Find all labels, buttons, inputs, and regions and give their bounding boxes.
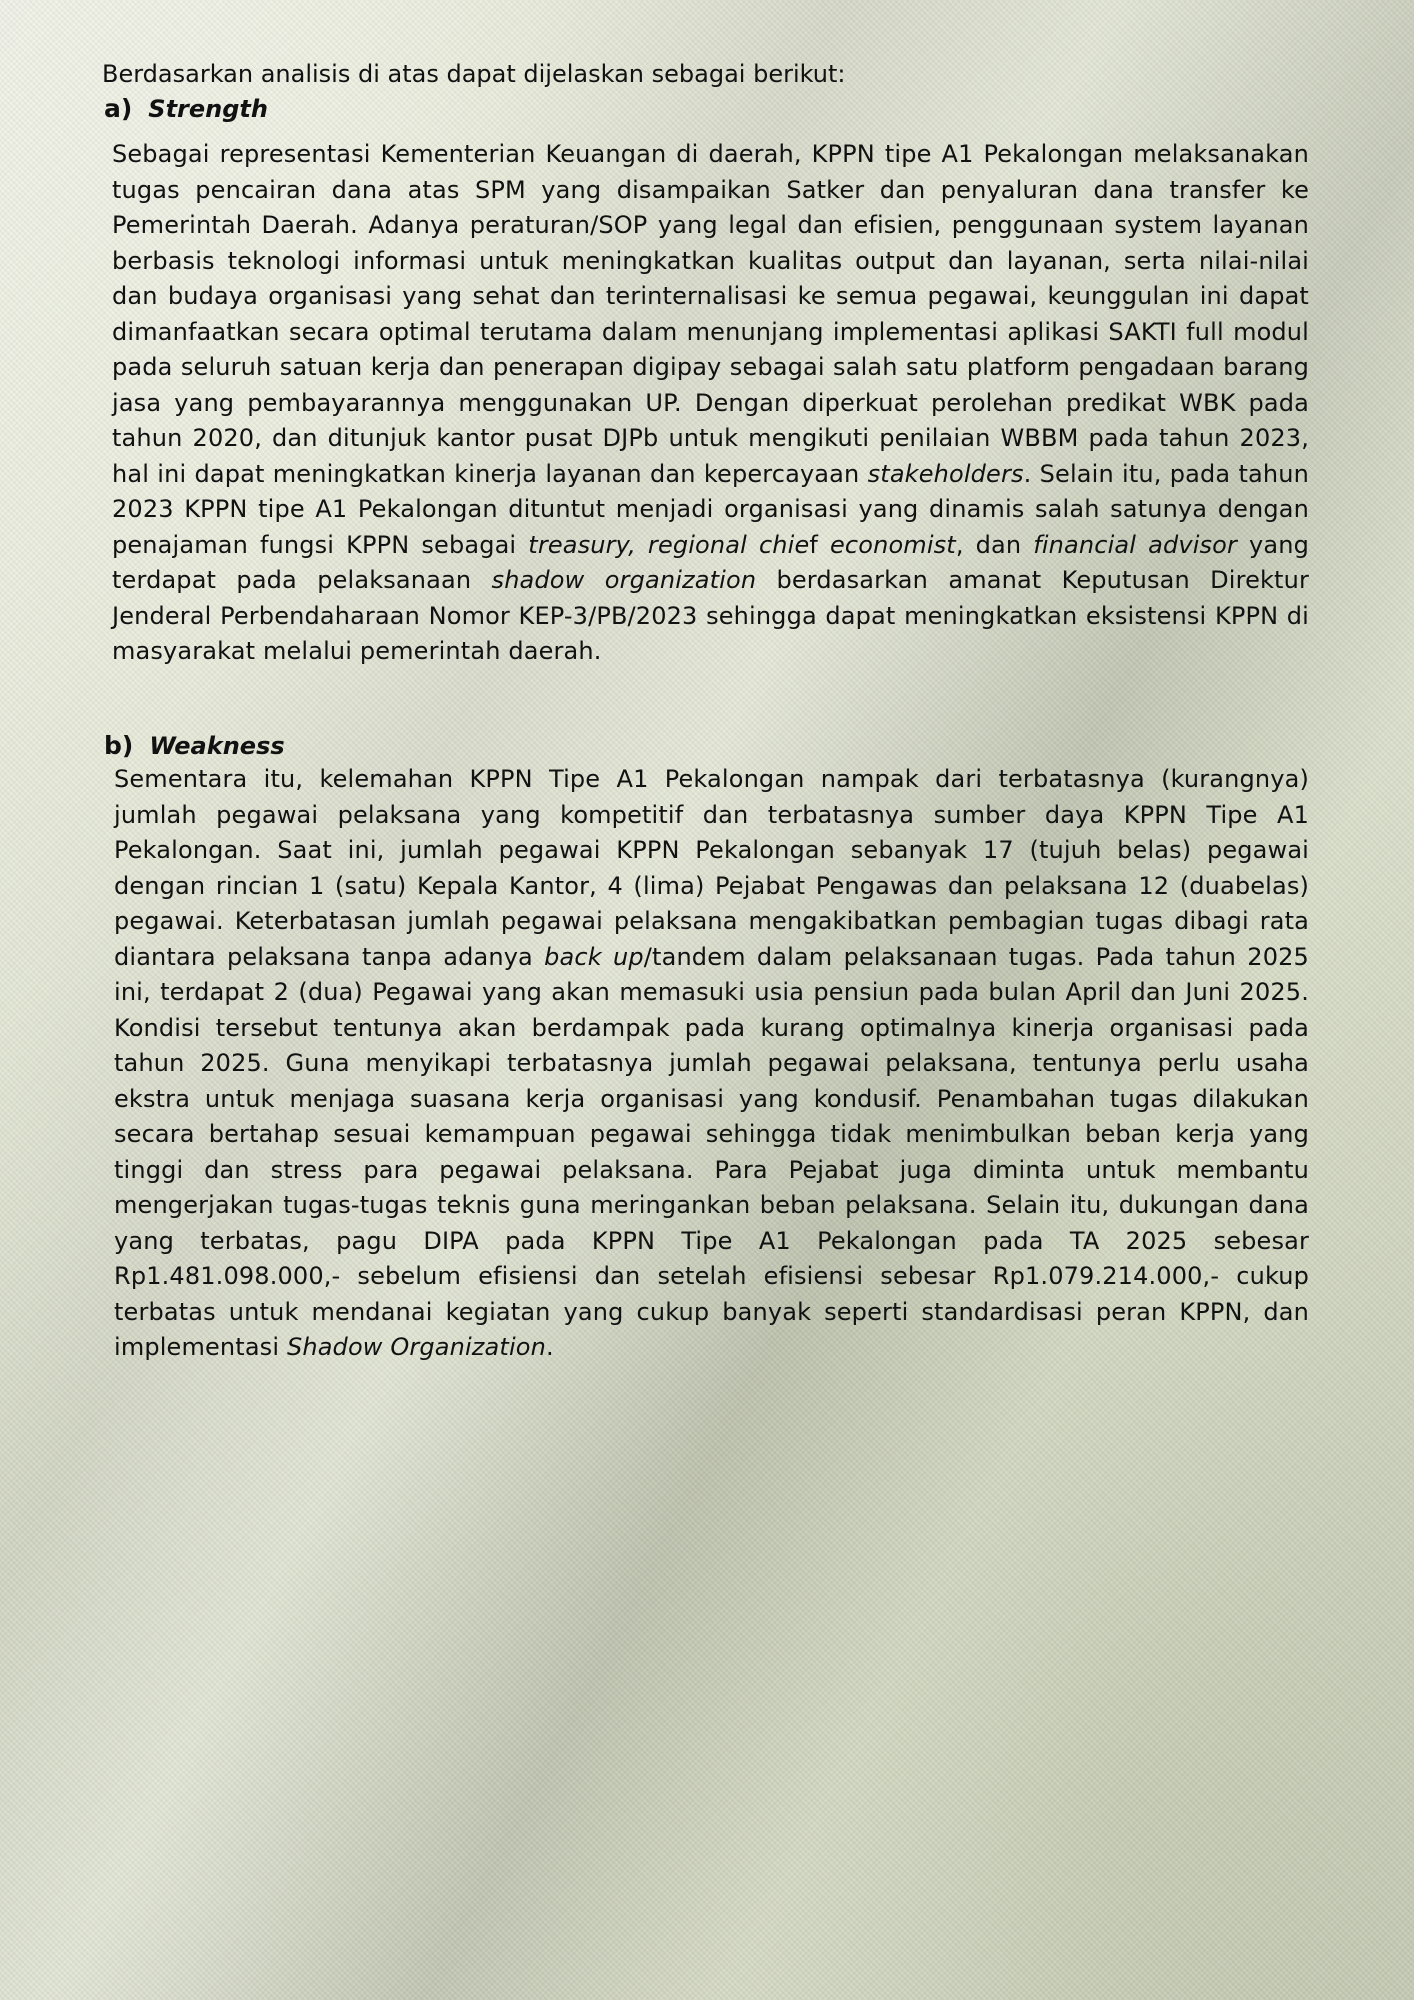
section-weakness bbox=[104, 728, 1309, 1366]
italic-term: financial advisor bbox=[1033, 530, 1238, 559]
section-marker: a) bbox=[104, 94, 133, 123]
italic-term: stakeholders bbox=[867, 459, 1024, 488]
text-run: f bbox=[809, 530, 830, 559]
text-run: . Selain itu, pada tahun 2023 KPPN tipe A1 Pekalongan dituntut menjadi organisasi yang dinamis salah satunya dengan penajaman fungsi KPPN sebagai bbox=[112, 459, 1309, 559]
text-run: , dan bbox=[955, 530, 1034, 559]
section-title: Weakness bbox=[149, 732, 285, 760]
text-run: /tandem dalam pelaksanaan tugas. Pada tahun 2025 ini, terdapat 2 (dua) Pegawai yang akan memasuki usia pensiun pada bulan April dan Juni 2025. Kondisi tersebut tentunya akan berdampak pada kurang optimalnya kinerja organisasi pada tahun 2025. Guna menyikapi terbatasnya jumlah pegawai pelaksana, tentunya perlu usaha ekstra untuk menjaga suasana kerja organisasi yang kondusif. Penambahan tugas dilakukan secara bertahap sesuai kemampuan pegawai sehingga tidak menimbulkan beban kerja yang tinggi dan stress para pegawai pelaksana. Para Pejabat juga diminta untuk membantu mengerjakan tugas-tugas teknis guna meringankan beban pelaksana. Selain itu, dukungan dana yang terbatas, pagu DIPA pada KPPN Tipe A1 Pekalongan pada TA 2025 sebesar Rp1.481.098.000,- sebelum efisiensi dan setelah efisiensi sebesar Rp1.079.214.000,- cukup terbatas untuk mendanai kegiatan yang cukup banyak seperti standardisasi peran KPPN, dan implementasi bbox=[114, 942, 1309, 1361]
italic-term: economist bbox=[830, 530, 956, 559]
italic-term: Shadow Organization bbox=[286, 1333, 546, 1361]
section-heading bbox=[104, 728, 1309, 764]
italic-term: treasury, regional chie bbox=[528, 530, 810, 559]
text-run: Sementara itu, kelemahan KPPN Tipe A1 Pekalongan nampak dari terbatasnya (kurangnya) jumlah pegawai pelaksana yang kompetitif dan terbatasnya sumber daya KPPN Tipe A1 Pekalongan. Saat ini, jumlah pegawai KPPN Pekalongan sebanyak 17 (tujuh belas) pegawai dengan rincian 1 (satu) Kepala Kantor, 4 (lima) Pejabat Pengawas dan pelaksana 12 (duabelas) pegawai. Keterbatasan jumlah pegawai pelaksana mengakibatkan pembagian tugas dibagi rata diantara pelaksana tanpa adanya bbox=[114, 765, 1309, 971]
section-paragraph bbox=[114, 762, 1309, 1366]
section-marker: b) bbox=[104, 731, 134, 760]
section-title: Strength bbox=[148, 95, 268, 123]
section-heading bbox=[104, 91, 1309, 127]
text-run: yang terdapat pada pelaksanaan bbox=[112, 530, 1309, 594]
section-strength bbox=[104, 91, 1309, 670]
intro-text: Berdasarkan analisis di atas dapat dijelaskan sebagai berikut: bbox=[102, 60, 846, 88]
text-run: berdasarkan amanat Keputusan Direktur Jenderal Perbendaharaan Nomor KEP-3/PB/2023 sehingga dapat meningkatkan eksistensi KPPN di masyarakat melalui pemerintah daerah. bbox=[112, 566, 1309, 665]
section-paragraph bbox=[112, 137, 1309, 670]
text-run: Sebagai representasi Kementerian Keuangan di daerah, KPPN tipe A1 Pekalongan melaksanakan tugas pencairan dana atas SPM yang disampaikan Satker dan penyaluran dana transfer ke Pemerintah Daerah. Adanya peraturan/SOP yang legal dan efisien, penggunaan system layanan berbasis teknologi informasi untuk meningkatkan kualitas output dan layanan, serta nilai-nilai dan budaya organisasi yang sehat dan terinternalisasi ke semua pegawai, keunggulan ini dapat dimanfaatkan secara optimal terutama dalam menunjang implementasi aplikasi SAKTI full modul pada seluruh satuan kerja dan penerapan digipay sebagai salah satu platform pengadaan barang jasa yang pembayarannya menggunakan UP. Dengan diperkuat perolehan predikat WBK pada tahun 2020, dan ditunjuk kantor pusat DJPb untuk mengikuti penilaian WBBM pada tahun 2023, hal ini dapat meningkatkan kinerja layanan dan kepercayaan bbox=[112, 140, 1309, 488]
italic-term: shadow organization bbox=[491, 566, 757, 594]
text-run: . bbox=[546, 1333, 554, 1361]
italic-term: back up bbox=[544, 942, 644, 971]
